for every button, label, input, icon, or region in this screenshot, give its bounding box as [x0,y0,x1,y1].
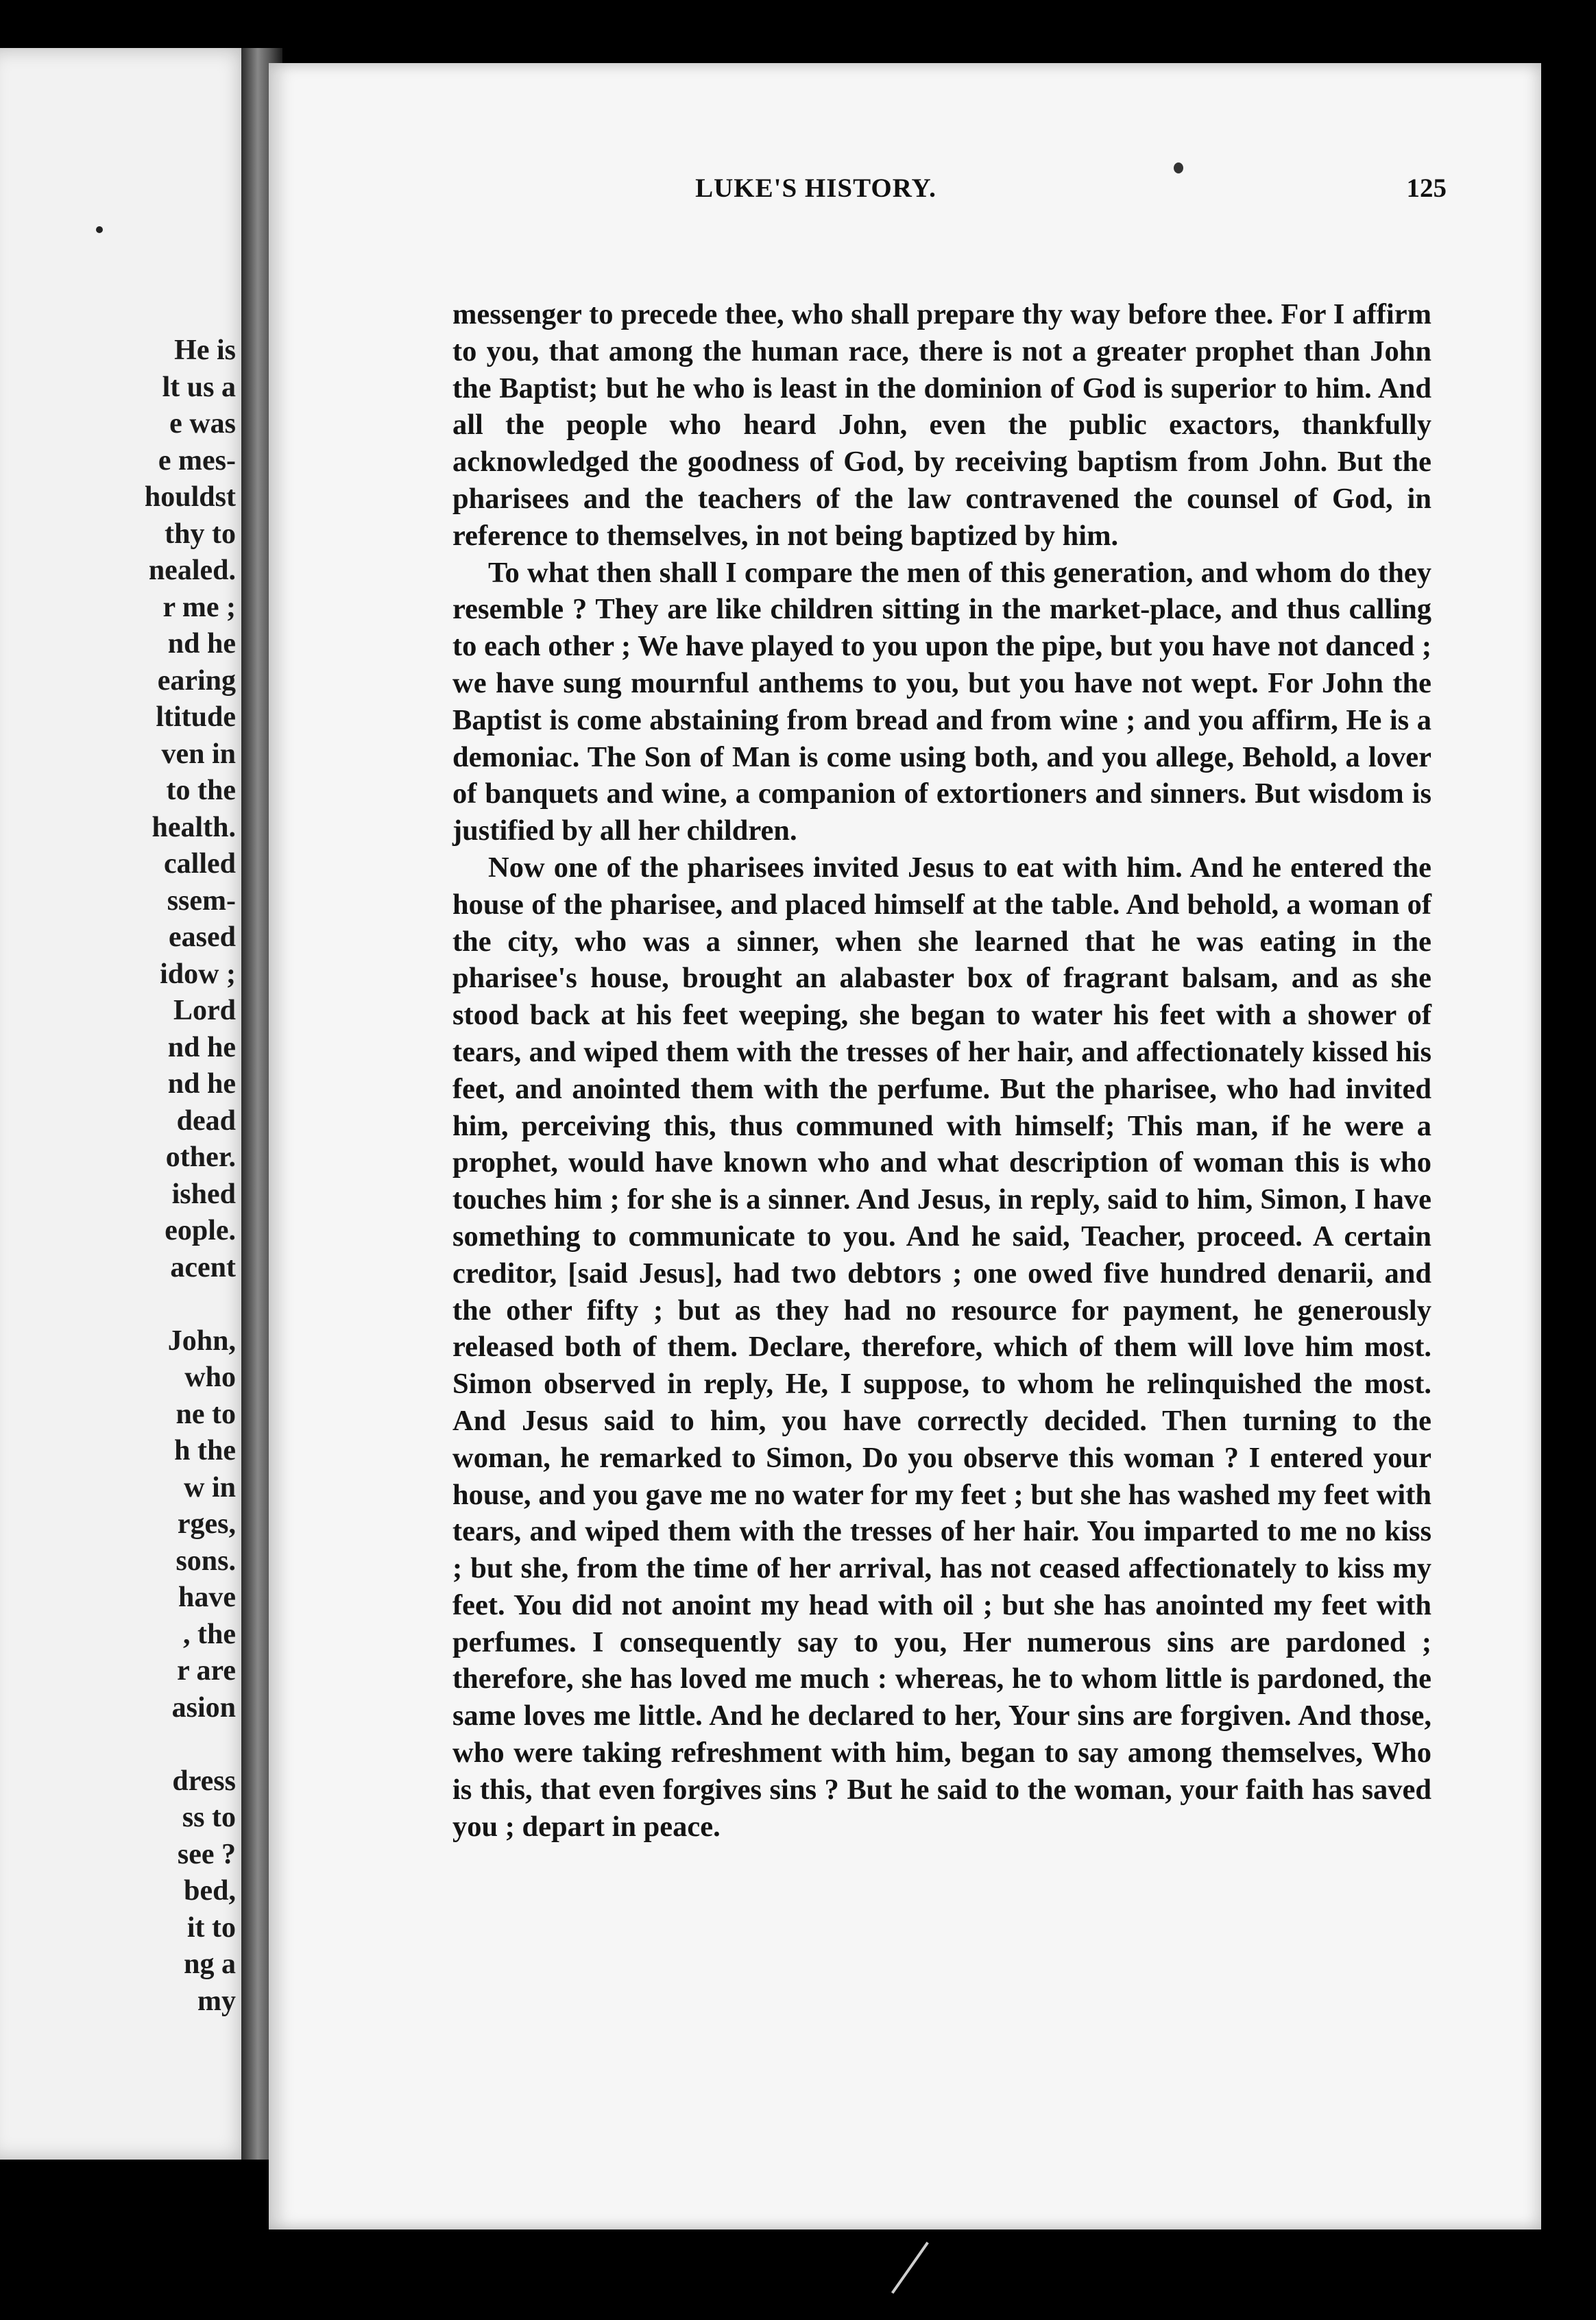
scan-mark [891,2242,963,2317]
previous-page-line: John, [167,1325,236,1357]
previous-page [0,48,254,2160]
previous-page-line: nealed. [148,555,236,586]
previous-page-line: to the [166,775,236,806]
previous-page-line: called [164,848,236,880]
running-title: LUKE'S HISTORY. [695,173,936,203]
previous-page-line: nd he [167,1068,236,1100]
previous-page-line: nd he [167,628,236,660]
previous-page-line: ished [171,1178,236,1210]
previous-page-line: other. [165,1141,236,1173]
previous-page-line: my [197,1985,236,2017]
previous-page-line: r are [177,1655,236,1687]
previous-page-line: houldst [144,481,236,513]
previous-page-line: eased [169,921,236,953]
previous-page-line: dress [172,1765,236,1797]
previous-page-line: see ? [177,1838,236,1870]
paragraph: To what then shall I compare the men of this generation, and whom do they resemble ? They are like children sitting in the market-place, and thus calling to each other ; We have played to you upon the pipe, but you have not danced ; we have sung mournful anthems to you, but you have not wept. For John the Baptist is come abstaining from bread and from wine ; and you affirm, He is a demoniac. The Son of Man is come using both, and you allege, Behold, a lover of banquets and wine, a companion of extortioners and sinners. But wisdom is justified by all her children. [452,556,1431,847]
previous-page-line [58,1726,236,1763]
previous-page-line: it to [186,1911,236,1944]
body-text [452,296,1431,1845]
previous-page-line: bed, [184,1875,236,1907]
previous-page-line: ss to [182,1802,236,1833]
previous-page-text-fragments [58,333,236,2020]
page-number: 125 [1406,173,1447,203]
previous-page-line: thy to [165,518,236,550]
running-head [185,173,1447,214]
previous-page-line: nd he [167,1031,236,1063]
previous-page-line: have [178,1582,236,1613]
previous-page-line: idow ; [160,958,236,990]
previous-page-line: , the [183,1618,236,1650]
previous-page-line: r me ; [162,591,236,623]
previous-page-line [58,1286,236,1323]
previous-page-line: eople. [165,1215,236,1246]
previous-page-line: dead [176,1104,236,1137]
previous-page-line: Lord [173,995,236,1026]
previous-page-line: He is [174,335,236,366]
previous-page-line: sons. [176,1545,236,1577]
previous-page-line: lt us a [162,371,236,403]
previous-page-line: ssem- [167,884,236,917]
previous-page-line: rges, [177,1508,236,1540]
previous-page-line: w in [184,1471,236,1503]
previous-page-line: earing [157,664,236,697]
paragraph: Now one of the pharisees invited Jesus to eat with him. And he entered the house of the pharisee, and placed himself at the table. And behold, a woman of the city, who was a sinner, when she learned that he was eating in the pharisee's house, brought an alabaster box of fragrant balsam, and as she stood back at his feet weeping, she began to water his feet with a shower of tears, and wiped them with the tresses of her hair, and affectionately kissed his feet, and anointed them with the perfume. But the pharisee, who had invited him, perceiving this, thus communed with himself; This man, if he were a prophet, would have known who and what description of woman this is who touches him ; for she is a sinner. And Jesus, in reply, said to him, Simon, I have something to communicate to you. And he said, Teacher, proceed. A certain creditor, [said Jesus], had two debtors ; one owed five hundred denarii, and the other fifty ; but as they had no resource for payment, he generously released both of them. Declare, therefore, which of them will love him most. Simon observed in reply, He, I suppose, to whom he relinquished the most. And Jesus said to him, you have correctly decided. Then turning to the woman, he remarked to Simon, Do you observe this woman ? I entered your house, and you gave me no water for my feet ; but she has washed my feet with tears, and wiped them with the tresses of her hair. You imparted to me no kiss ; but she, from the time of her arrival, has not ceased affectionately to kiss my feet. You did not anoint my head with oil ; but she has anointed my feet with perfumes. I consequently say to you, Her numerous sins are pardoned ; therefore, she has loved me much : whereas, he to whom little is pardoned, the same loves me little. And he declared to her, Your sins are forgiven. And those, who were taking refreshment with him, began to say among themselves, Who is this, that even forgives sins ? But he said to the woman, your faith has saved you ; depart in peace. [452,851,1431,1843]
previous-page-line: ven in [161,738,236,770]
paragraph: messenger to precede thee, who shall prepare thy way before thee. For I affirm to you, that among the human race, there is not a greater prophet than John the Baptist; but he who is least in the dominion of God is superior to him. And all the people who heard John, even the public exactors, thankfully acknowledged the goodness of God, by receiving baptism from John. But the pharisees and the teachers of the law contravened the counsel of God, in reference to themselves, in not being baptized by him. [452,298,1431,552]
previous-page-line: health. [152,811,236,843]
previous-page-line: h the [174,1435,236,1466]
previous-page-line: e mes- [158,444,236,476]
previous-page-line: acent [170,1251,236,1283]
previous-page-line: ng a [184,1948,236,1980]
previous-page-line: asion [171,1691,236,1724]
previous-page-line: who [184,1362,236,1393]
ink-speck [96,226,103,233]
ink-speck [1174,162,1183,173]
previous-page-line: e was [169,408,236,439]
previous-page-line: ne to [176,1398,236,1430]
previous-page-line: ltitude [156,701,236,733]
